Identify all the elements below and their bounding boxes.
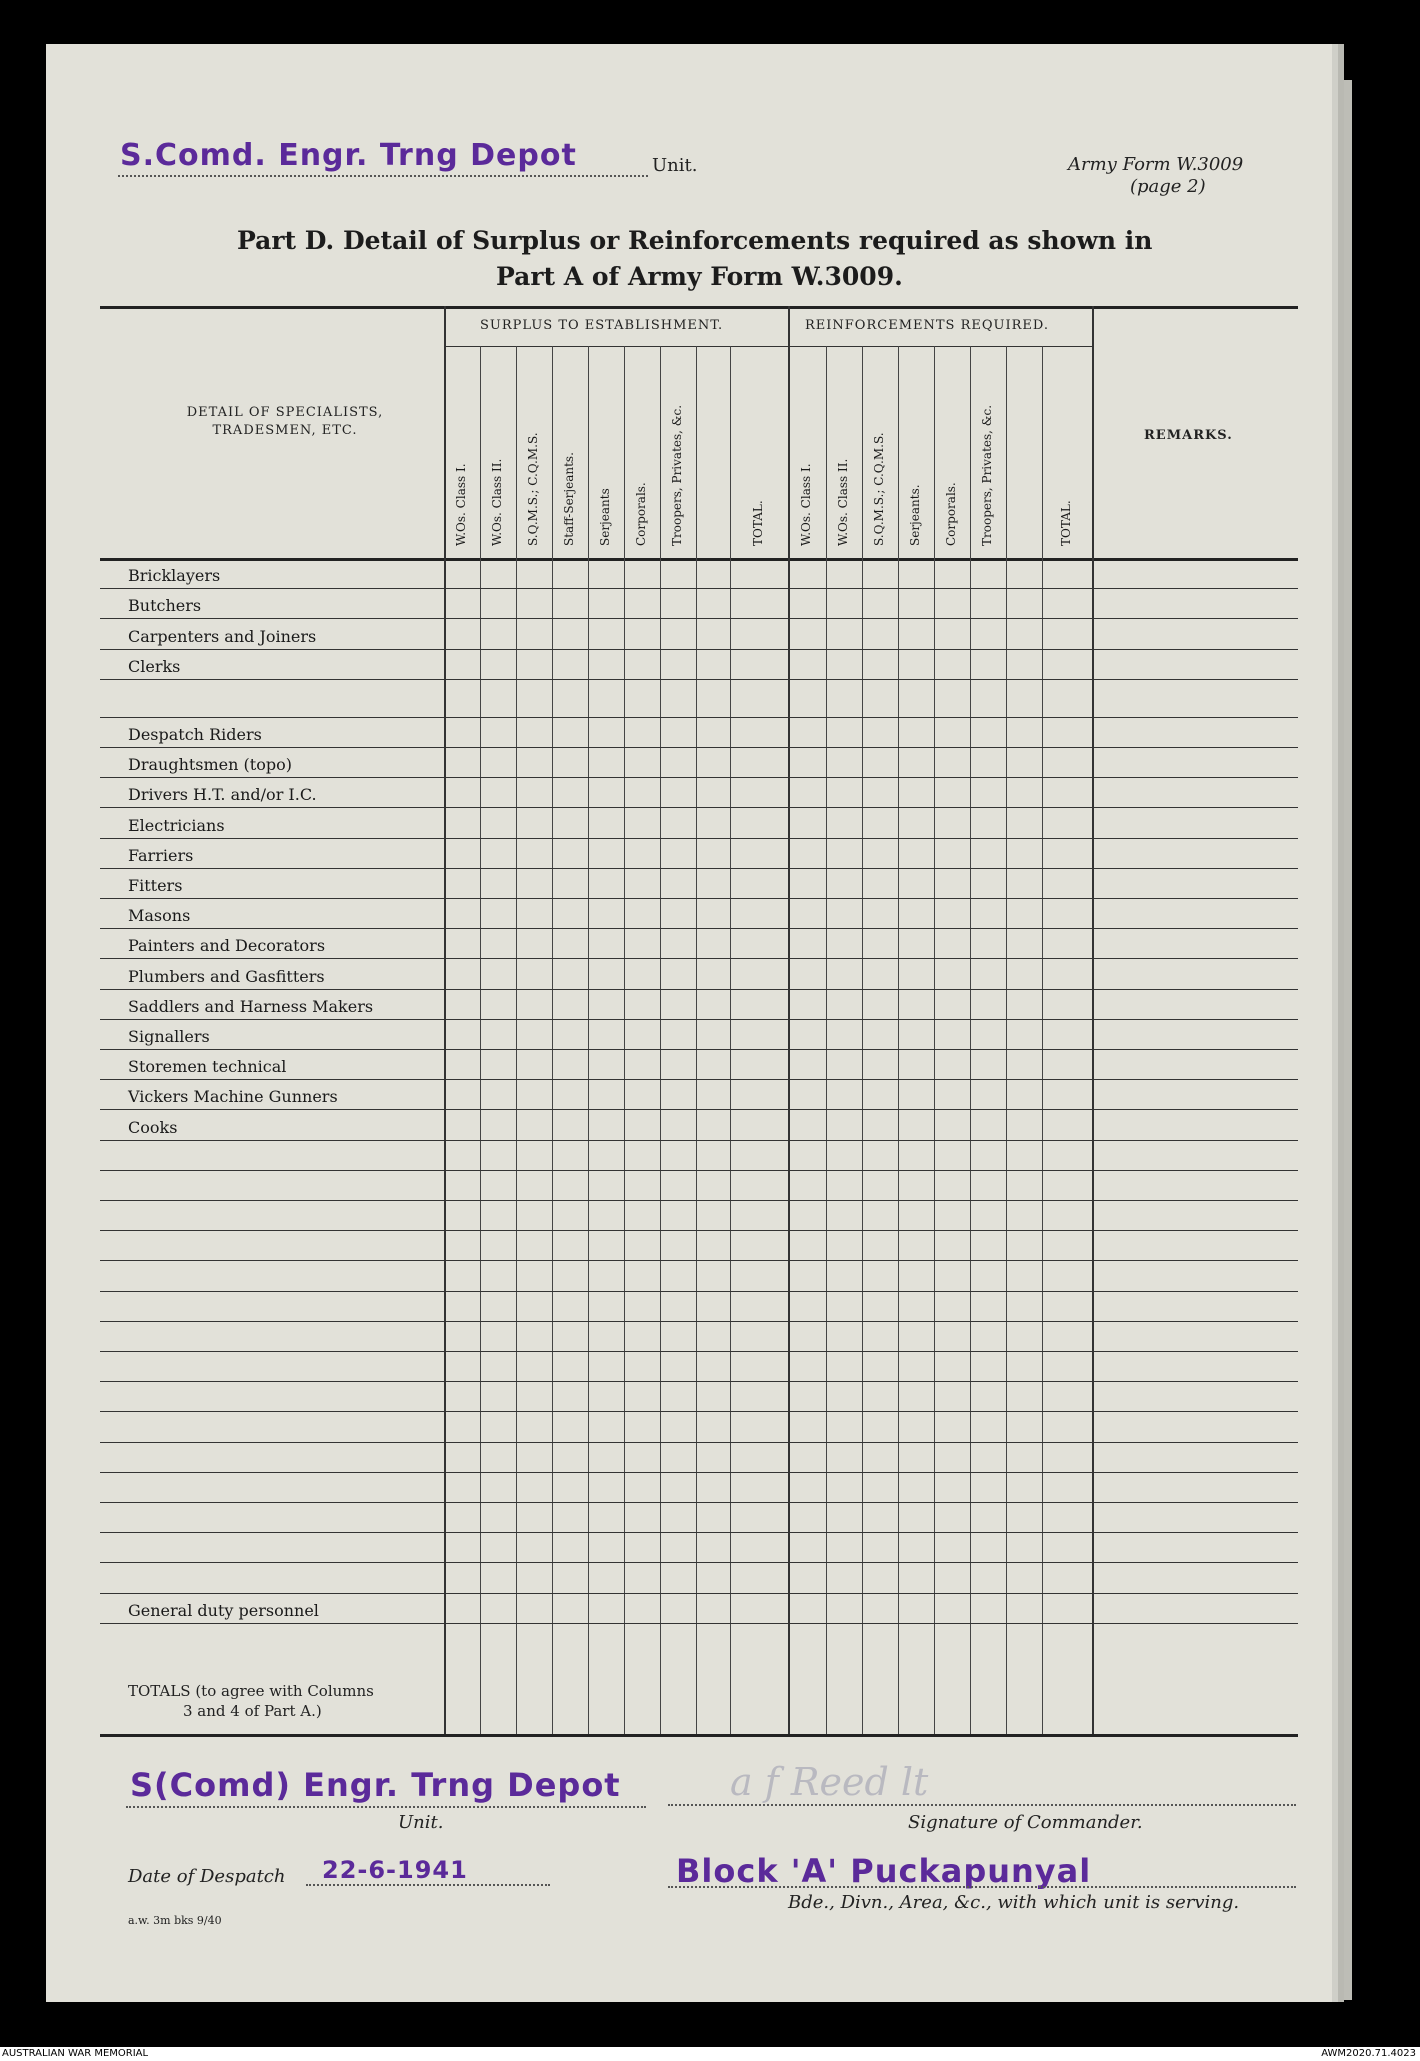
row-label: Carpenters and Joiners: [128, 627, 317, 646]
remarks-header: REMARKS.: [1144, 428, 1233, 443]
column-divider: [1006, 346, 1007, 1734]
row-divider: [100, 747, 1298, 748]
form-page: (page 2): [1130, 176, 1206, 197]
row-divider: [100, 1170, 1298, 1171]
row-label: Clerks: [128, 657, 181, 676]
row-label: Farriers: [128, 846, 194, 865]
totals-label-1: TOTALS (to agree with Columns: [128, 1682, 374, 1700]
row-divider: [100, 1291, 1298, 1292]
column-divider: [970, 346, 971, 1734]
row-label: Saddlers and Harness Makers: [128, 997, 374, 1016]
row-label: General duty personnel: [128, 1601, 319, 1620]
column-divider: [624, 346, 625, 1734]
column-divider: [730, 346, 731, 1734]
row-label: Draughtsmen (topo): [128, 755, 292, 774]
row-label: Electricians: [128, 816, 225, 835]
date-label: Date of Despatch: [128, 1866, 286, 1887]
surplus-column-header: Corporals.: [634, 482, 648, 546]
reinforcement-column-header: Serjeants.: [908, 484, 922, 546]
row-label: Drivers H.T. and/or I.C.: [128, 785, 317, 804]
row-divider: [100, 1260, 1298, 1261]
surplus-column-header: Serjeants: [598, 488, 612, 546]
title-line-2: Part A of Army Form W.3009.: [496, 262, 903, 291]
column-divider: [862, 346, 863, 1734]
table-top-border: [100, 306, 1298, 309]
surplus-column-header: W.Os. Class I.: [454, 463, 468, 546]
surplus-header: SURPLUS TO ESTABLISHMENT.: [480, 318, 724, 333]
row-divider: [100, 1321, 1298, 1322]
title-line-1: Part D. Detail of Surplus or Reinforcements required as shown in: [237, 226, 1153, 255]
row-divider: [100, 588, 1298, 589]
row-divider: [100, 1562, 1298, 1563]
row-divider: [100, 868, 1298, 869]
row-label: Butchers: [128, 596, 202, 615]
row-label: Signallers: [128, 1027, 210, 1046]
row-divider: [100, 989, 1298, 990]
column-divider: [552, 346, 553, 1734]
table-bottom-border: [100, 1734, 1298, 1737]
row-divider: [100, 958, 1298, 959]
paper-edge: [1332, 80, 1352, 2000]
row-label: Plumbers and Gasfitters: [128, 967, 325, 986]
signature-handwritten: a f Reed lt: [730, 1760, 929, 1804]
row-divider: [100, 1351, 1298, 1352]
column-divider: [696, 346, 697, 1734]
footer-unit-line: [126, 1806, 646, 1808]
reinforcement-column-header: S.Q.M.S.; C.Q.M.S.: [872, 432, 886, 546]
row-divider: [100, 1140, 1298, 1141]
signature-label: Signature of Commander.: [908, 1812, 1143, 1833]
archive-left: AUSTRALIAN WAR MEMORIAL: [2, 2048, 149, 2059]
column-divider: [1042, 346, 1043, 1734]
row-divider: [100, 1019, 1298, 1020]
row-divider: [100, 1381, 1298, 1382]
reinforcement-column-header: Corporals.: [944, 482, 958, 546]
row-divider: [100, 1442, 1298, 1443]
totals-label-2: 3 and 4 of Part A.): [183, 1702, 322, 1720]
row-divider: [100, 1109, 1298, 1110]
row-label: Bricklayers: [128, 566, 221, 585]
reinforcements-header: REINFORCEMENTS REQUIRED.: [805, 318, 1049, 333]
detail-header: DETAIL OF SPECIALISTS, TRADESMEN, ETC.: [186, 405, 384, 438]
row-divider: [100, 898, 1298, 899]
column-divider: [788, 306, 790, 1734]
row-divider: [100, 618, 1298, 619]
reinforcement-column-header: W.Os. Class I.: [799, 463, 813, 546]
row-label: Masons: [128, 906, 191, 925]
unit-handwritten: S.Comd. Engr. Trng Depot: [120, 138, 577, 173]
row-divider: [100, 1532, 1298, 1533]
reinforcement-column-header: W.Os. Class II.: [836, 458, 850, 546]
location-line: [668, 1886, 1296, 1888]
row-label: Fitters: [128, 876, 183, 895]
row-label: Storemen technical: [128, 1057, 287, 1076]
column-divider: [444, 306, 446, 1734]
archive-strip: [0, 2047, 1420, 2061]
row-divider: [100, 1079, 1298, 1080]
row-divider: [100, 717, 1298, 718]
row-label: Despatch Riders: [128, 725, 262, 744]
row-label: Vickers Machine Gunners: [128, 1087, 338, 1106]
footer-unit-label: Unit.: [398, 1812, 444, 1833]
unit-label: Unit.: [652, 155, 698, 176]
column-divider: [826, 346, 827, 1734]
surplus-column-header: Staff-Serjeants.: [562, 452, 576, 546]
column-divider: [1092, 306, 1094, 1734]
row-divider: [100, 679, 1298, 680]
print-code: a.w. 3m bks 9/40: [128, 1914, 222, 1927]
date-handwritten: 22-6-1941: [322, 1856, 468, 1884]
row-label: Cooks: [128, 1118, 178, 1137]
table-header-border: [100, 558, 1298, 561]
form-name: Army Form W.3009: [1068, 154, 1244, 175]
archive-right: AWM2020.71.4023: [1321, 2048, 1416, 2059]
row-divider: [100, 1502, 1298, 1503]
column-divider: [898, 346, 899, 1734]
row-divider: [100, 807, 1298, 808]
footer-unit-handwritten: S(Comd) Engr. Trng Depot: [130, 1766, 621, 1804]
surplus-column-header: S.Q.M.S.; C.Q.M.S.: [526, 432, 540, 546]
row-divider: [100, 649, 1298, 650]
row-divider: [100, 1593, 1298, 1594]
column-divider: [660, 346, 661, 1734]
location-handwritten: Block 'A' Puckapunyal: [676, 1852, 1092, 1890]
row-divider: [100, 1230, 1298, 1231]
surplus-column-header: W.Os. Class II.: [490, 458, 504, 546]
row-divider: [100, 1049, 1298, 1050]
column-divider: [480, 346, 481, 1734]
surplus-column-header: Troopers, Privates, &c.: [670, 404, 684, 546]
reinforcement-column-header: TOTAL.: [1059, 500, 1073, 546]
row-divider: [100, 838, 1298, 839]
group-header-underline: [444, 346, 1092, 347]
row-divider: [100, 1200, 1298, 1201]
row-divider: [100, 1472, 1298, 1473]
location-label: Bde., Divn., Area, &c., with which unit is serving.: [788, 1892, 1240, 1913]
reinforcement-column-header: Troopers, Privates, &c.: [980, 404, 994, 546]
row-divider: [100, 1411, 1298, 1412]
signature-line: [668, 1804, 1296, 1806]
row-divider: [100, 1623, 1298, 1624]
row-label: Painters and Decorators: [128, 936, 326, 955]
row-divider: [100, 928, 1298, 929]
date-line: [306, 1884, 550, 1886]
row-divider: [100, 777, 1298, 778]
column-divider: [934, 346, 935, 1734]
column-divider: [588, 346, 589, 1734]
column-divider: [516, 346, 517, 1734]
surplus-column-header: TOTAL.: [751, 500, 765, 546]
unit-dotted-line: [118, 175, 648, 177]
